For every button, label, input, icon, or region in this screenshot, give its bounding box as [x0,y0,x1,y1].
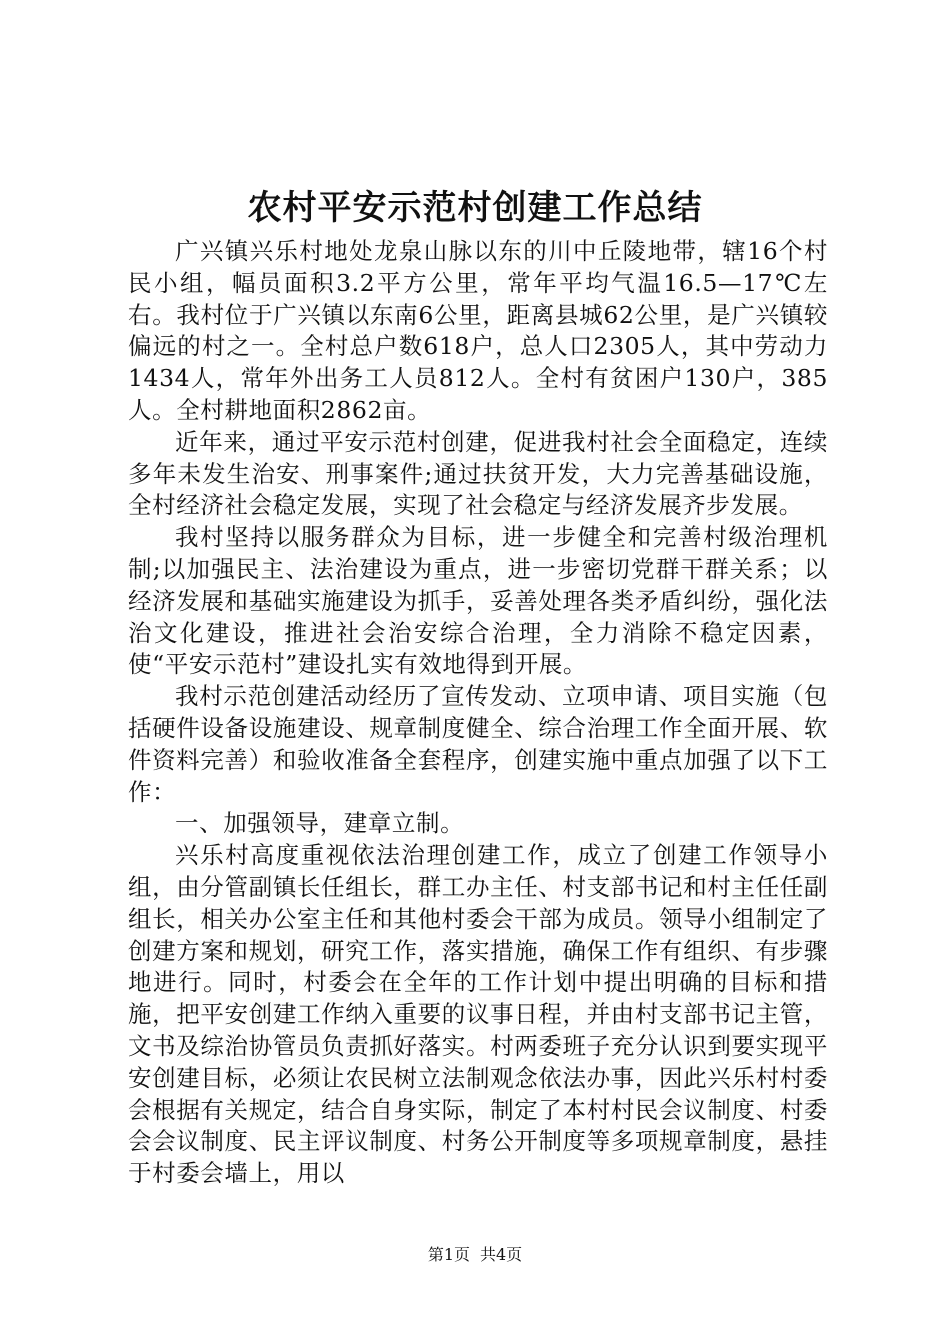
paragraph-recent-years: 近年来，通过平安示范村创建，促进我村社会全面稳定，连续多年未发生治安、刑事案件;通过扶贫开发，大力完善基础设施，全村经济社会稳定发展，实现了社会稳定与经济发展齐步发展。 [128,427,828,520]
section-heading-leadership: 一、加强领导，建章立制。 [175,809,465,838]
paragraph-goals: 我村坚持以服务群众为目标，进一步健全和完善村级治理机制;以加强民主、法治建设为重点，进一步密切党群干群关系；以经济发展和基础实施建设为抓手，妥善处理各类矛盾纠纷，强化法治文化建设，推进社会治安综合治理，全力消除不稳定因素，使“平安示范村”建设扎实有效地得到开展。 [128,523,828,679]
document-body [128,236,828,1190]
paragraph-activities: 我村示范创建活动经历了宣传发动、立项申请、项目实施（包括硬件设备设施建设、规章制度健全、综合治理工作全面开展、软件资料完善）和验收准备全套程序，创建实施中重点加强了以下工作： [128,682,828,806]
page-number-total: 共4页 [480,1245,523,1264]
paragraph-intro: 广兴镇兴乐村地处龙泉山脉以东的川中丘陵地带，辖16个村民小组，幅员面积3.2平方公里，常年平均气温16.5—17℃左右。我村位于广兴镇以东南6公里，距离县城62公里，是广兴镇较偏远的村之一。全村总户数618户，总人口2305人，其中劳动力1434人，常年外出务工人员812人。全村有贫困户130户，385人。全村耕地面积2862亩。 [128,237,828,424]
document-title: 农村平安示范村创建工作总结 [247,188,703,228]
page-footer [0,1244,950,1266]
paragraph-leadership: 兴乐村高度重视依法治理创建工作，成立了创建工作领导小组，由分管副镇长任组长，群工办主任、村支部书记和村主任任副组长，相关办公室主任和其他村委会干部为成员。领导小组制定了创建方案和规划，研究工作，落实措施，确保工作有组织、有步骤地进行。同时，村委会在全年的工作计划中提出明确的目标和措施，把平安创建工作纳入重要的议事日程，并由村支部书记主管，文书及综治协管员负责抓好落实。村两委班子充分认识到要实现平安创建目标，必须让农民树立法制观念依法办事，因此兴乐村村委会根据有关规定，结合自身实际，制定了本村村民会议制度、村委会会议制度、民主评议制度、村务公开制度等多项规章制度，悬挂于村委会墙上，用以 [128,841,828,1188]
page-number-current: 第1页 [427,1245,470,1264]
